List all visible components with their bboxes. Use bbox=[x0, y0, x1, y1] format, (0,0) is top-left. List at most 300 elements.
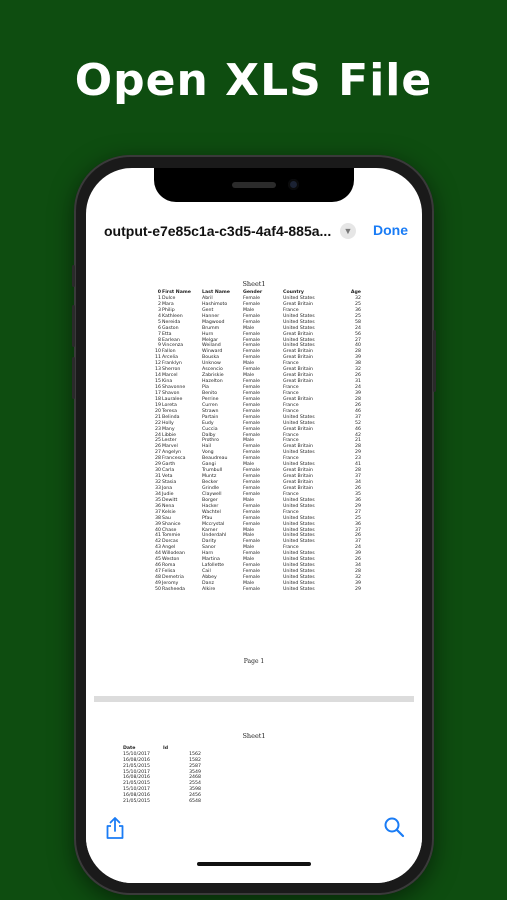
table-cell: 21/05/2015 bbox=[123, 781, 151, 787]
table-cell: 31 bbox=[155, 474, 161, 480]
table-cell: Bouska bbox=[202, 355, 220, 361]
table-cell: Great Britain bbox=[283, 367, 313, 373]
table-cell: United States bbox=[283, 497, 315, 503]
table-cell: Marcel bbox=[162, 373, 178, 379]
table-cell: 19 bbox=[155, 402, 161, 408]
table-cell: Female bbox=[243, 301, 260, 307]
table-cell: 8 bbox=[158, 337, 161, 343]
table-cell: France bbox=[283, 307, 299, 313]
chevron-down-icon[interactable]: ▼ bbox=[340, 223, 356, 239]
table-cell: Hurn bbox=[202, 331, 214, 337]
table-cell: 32 bbox=[355, 575, 361, 580]
table-cell: Marvel bbox=[162, 444, 178, 450]
table-cell: Female bbox=[243, 569, 260, 575]
table-cell: Mccrystal bbox=[202, 521, 225, 527]
document-page-1 bbox=[94, 248, 414, 696]
table-cell: Female bbox=[243, 408, 260, 414]
table-cell: United States bbox=[283, 414, 315, 420]
table-cell: 46 bbox=[355, 408, 361, 414]
table-cell: Etta bbox=[162, 331, 172, 337]
table-cell: Grindle bbox=[202, 485, 219, 491]
table-cell: 15/10/2017 bbox=[123, 751, 151, 757]
table-cell: 37 bbox=[355, 527, 361, 533]
table-cell: United States bbox=[283, 420, 315, 426]
table-cell: 40 bbox=[355, 343, 361, 349]
table-cell: Female bbox=[243, 480, 260, 485]
table-cell: 1562 bbox=[189, 751, 201, 757]
table-cell: 25 bbox=[355, 301, 361, 307]
table-cell: Vong bbox=[202, 450, 214, 456]
column-header: Country bbox=[283, 290, 304, 295]
speaker-grille bbox=[232, 182, 276, 188]
table-cell: United States bbox=[283, 337, 315, 343]
table-cell: Franklyn bbox=[162, 361, 182, 367]
table-cell: Female bbox=[243, 367, 260, 373]
table-cell: United States bbox=[283, 533, 315, 539]
navigation-bar bbox=[86, 216, 422, 246]
table-cell: 21 bbox=[355, 438, 361, 444]
table-cell: 38 bbox=[155, 515, 161, 521]
table-cell: Willodean bbox=[162, 551, 186, 557]
table-cell: Male bbox=[243, 361, 255, 367]
table-cell: 23 bbox=[155, 426, 161, 432]
table-cell: Hashimoto bbox=[202, 301, 228, 307]
table-cell: Karner bbox=[202, 527, 218, 533]
table-cell: Hail bbox=[202, 444, 212, 450]
table-cell: Angel bbox=[162, 545, 176, 551]
table-cell: Darity bbox=[202, 539, 217, 545]
table-cell: 24 bbox=[355, 545, 361, 551]
mute-switch bbox=[72, 265, 75, 287]
table-cell: 27 bbox=[155, 450, 161, 456]
table-cell: France bbox=[283, 402, 299, 408]
table-cell: Veta bbox=[162, 474, 173, 480]
table-cell: Pia bbox=[202, 385, 209, 390]
table-cell: 12 bbox=[155, 361, 161, 367]
file-title[interactable]: output-e7e85c1a-c3d5-4af4-885a... bbox=[104, 223, 332, 239]
sheet-title: Sheet1 bbox=[242, 280, 266, 288]
table-cell: United States bbox=[283, 515, 315, 521]
table-cell: United States bbox=[283, 563, 315, 569]
table-cell: Male bbox=[243, 557, 255, 563]
table-cell: Female bbox=[243, 420, 260, 426]
table-cell: Pfau bbox=[202, 515, 213, 521]
table-cell: Magwood bbox=[202, 319, 225, 325]
table-cell: Gent bbox=[202, 307, 214, 313]
table-cell: 5 bbox=[158, 319, 161, 325]
table-cell: 30 bbox=[155, 468, 161, 474]
table-cell: Hacker bbox=[202, 503, 219, 509]
table-cell: United States bbox=[283, 580, 315, 586]
table-cell: 16/08/2016 bbox=[123, 757, 151, 763]
table-cell: 14 bbox=[155, 373, 161, 379]
column-header: Last Name bbox=[202, 290, 230, 295]
table-cell: Dewitt bbox=[162, 497, 178, 503]
column-header: 0 bbox=[157, 290, 161, 295]
table-cell: Female bbox=[243, 426, 260, 432]
table-cell: Becker bbox=[202, 480, 219, 485]
table-cell: Tommie bbox=[162, 533, 181, 539]
table-cell: United States bbox=[283, 343, 315, 349]
table-cell: Male bbox=[243, 373, 255, 379]
table-cell: Libbie bbox=[162, 432, 177, 438]
table-cell: 6 bbox=[158, 325, 161, 331]
table-cell: Trumbull bbox=[202, 468, 223, 474]
table-cell: Zabriskie bbox=[202, 373, 224, 379]
table-cell: Weston bbox=[162, 557, 180, 563]
table-cell: 22 bbox=[155, 420, 161, 426]
table-cell: 31 bbox=[355, 379, 361, 385]
table-cell: France bbox=[283, 509, 299, 515]
table-cell: Garth bbox=[162, 462, 176, 468]
table-cell: Female bbox=[243, 468, 260, 474]
table-cell: Stasia bbox=[162, 480, 177, 485]
column-header: Age bbox=[350, 290, 361, 295]
table-cell: 15/10/2017 bbox=[123, 769, 151, 775]
table-cell: 16 bbox=[155, 385, 161, 390]
table-cell: Female bbox=[243, 474, 260, 480]
table-cell: Male bbox=[243, 580, 255, 586]
table-cell: Female bbox=[243, 331, 260, 337]
table-cell: 28 bbox=[155, 456, 161, 462]
table-cell: Martina bbox=[202, 557, 220, 563]
table-cell: Demetria bbox=[162, 575, 184, 580]
table-cell: Lester bbox=[162, 438, 177, 444]
table-cell: 24 bbox=[355, 325, 361, 331]
table-cell: United States bbox=[283, 586, 315, 592]
table-cell: 18 bbox=[155, 396, 161, 402]
table-cell: Female bbox=[243, 295, 260, 301]
table-cell: 35 bbox=[355, 491, 361, 497]
table-cell: Belinda bbox=[162, 414, 180, 420]
table-cell: Kina bbox=[162, 379, 173, 385]
table-cell: 36 bbox=[355, 521, 361, 527]
table-cell: Muntz bbox=[202, 474, 217, 480]
table-cell: 10 bbox=[155, 349, 161, 355]
table-cell: Holly bbox=[162, 420, 174, 426]
table-cell: Carla bbox=[162, 468, 175, 474]
table-cell: Borger bbox=[202, 497, 218, 503]
search-icon[interactable] bbox=[383, 816, 405, 838]
table-cell: Vincenza bbox=[162, 343, 184, 349]
table-cell: France bbox=[283, 361, 299, 367]
table-cell: 28 bbox=[355, 569, 361, 575]
table-cell: Loreta bbox=[162, 402, 177, 408]
table-cell: 58 bbox=[355, 319, 361, 325]
table-cell: Jona bbox=[162, 485, 173, 491]
table-cell: Female bbox=[243, 337, 260, 343]
page-number: Page 1 bbox=[243, 658, 265, 665]
table-cell: 26 bbox=[155, 444, 161, 450]
table-cell: Kelsie bbox=[162, 509, 176, 515]
table-cell: France bbox=[283, 456, 299, 462]
table-cell: Female bbox=[243, 456, 260, 462]
table-cell: 48 bbox=[155, 575, 161, 580]
table-cell: Female bbox=[243, 575, 260, 580]
table-cell: Dulce bbox=[162, 295, 176, 301]
table-cell: Female bbox=[243, 521, 260, 527]
table-cell: Male bbox=[243, 545, 255, 551]
table-cell: 15/10/2017 bbox=[123, 787, 151, 793]
table-cell: Judie bbox=[162, 491, 174, 497]
table-cell: Rasheeda bbox=[162, 586, 186, 592]
table-cell: Great Britain bbox=[283, 379, 313, 385]
table-cell: Female bbox=[243, 539, 260, 545]
table-cell: Male bbox=[243, 307, 255, 313]
table-cell: 39 bbox=[355, 580, 361, 586]
table-cell: France bbox=[283, 545, 299, 551]
document-viewer[interactable] bbox=[94, 248, 414, 808]
table-cell: Male bbox=[243, 438, 255, 444]
table-cell: Roma bbox=[162, 563, 176, 569]
table-cell: 29 bbox=[355, 586, 361, 592]
table-cell: Underdahl bbox=[202, 533, 227, 539]
table-cell: 29 bbox=[355, 503, 361, 509]
table-cell: France bbox=[283, 408, 299, 414]
table-cell: Gangi bbox=[202, 462, 216, 468]
table-cell: 21/05/2015 bbox=[123, 763, 151, 769]
table-cell: France bbox=[283, 438, 299, 444]
table-cell: Sau bbox=[162, 515, 171, 521]
table-cell: 41 bbox=[355, 462, 361, 468]
table-cell: 25 bbox=[355, 313, 361, 319]
table-cell: 34 bbox=[155, 491, 161, 497]
column-header: Id bbox=[163, 746, 169, 751]
table-cell: Brumm bbox=[202, 325, 220, 331]
column-header: Date bbox=[123, 746, 136, 751]
table-cell: 47 bbox=[155, 569, 161, 575]
table-cell: 34 bbox=[355, 563, 361, 569]
table-cell: France bbox=[283, 491, 299, 497]
table-cell: 42 bbox=[155, 539, 161, 545]
table-cell: Prothro bbox=[202, 438, 219, 444]
table-cell: 3598 bbox=[189, 787, 201, 793]
phone-screen bbox=[86, 168, 422, 883]
table-cell: Alkire bbox=[202, 586, 216, 592]
table-cell: 3 bbox=[158, 307, 161, 313]
table-cell: Great Britain bbox=[283, 355, 313, 361]
table-cell: 28 bbox=[355, 349, 361, 355]
table-cell: United States bbox=[283, 295, 315, 301]
table-cell: 39 bbox=[355, 355, 361, 361]
table-cell: Hanner bbox=[202, 313, 220, 319]
table-cell: 2554 bbox=[189, 781, 201, 787]
table-cell: France bbox=[283, 432, 299, 438]
table-cell: Female bbox=[243, 551, 260, 557]
table-cell: 27 bbox=[355, 337, 361, 343]
table-cell: 1582 bbox=[189, 757, 201, 763]
table-cell: 26 bbox=[355, 533, 361, 539]
table-cell: Eudy bbox=[202, 420, 214, 426]
table-cell: Female bbox=[243, 444, 260, 450]
table-cell: Male bbox=[243, 497, 255, 503]
table-cell: 41 bbox=[155, 533, 161, 539]
table-cell: 24 bbox=[355, 385, 361, 390]
table-cell: 26 bbox=[355, 557, 361, 563]
table-cell: United States bbox=[283, 462, 315, 468]
table-cell: Dorcas bbox=[162, 539, 179, 545]
table-cell: Claywell bbox=[202, 491, 222, 497]
table-cell: Ascencio bbox=[202, 367, 223, 373]
table-cell: Great Britain bbox=[283, 301, 313, 307]
table-cell: 2456 bbox=[189, 793, 201, 799]
table-cell: United States bbox=[283, 575, 315, 580]
table-cell: 16/08/2016 bbox=[123, 775, 151, 781]
table-cell: United States bbox=[283, 319, 315, 325]
table-cell: 34 bbox=[355, 480, 361, 485]
table-cell: 25 bbox=[155, 438, 161, 444]
table-cell: United States bbox=[283, 569, 315, 575]
table-cell: Female bbox=[243, 491, 260, 497]
table-cell: Male bbox=[243, 527, 255, 533]
table-cell: 28 bbox=[355, 468, 361, 474]
front-camera bbox=[288, 179, 299, 190]
table-cell: 56 bbox=[355, 331, 361, 337]
table-cell: Female bbox=[243, 313, 260, 319]
table-cell: Female bbox=[243, 450, 260, 456]
table-cell: Female bbox=[243, 432, 260, 438]
table-cell: 42 bbox=[355, 432, 361, 438]
bottom-toolbar bbox=[86, 808, 422, 883]
table-cell: Perrine bbox=[202, 396, 219, 402]
table-cell: 46 bbox=[355, 426, 361, 432]
table-cell: 9 bbox=[158, 343, 161, 349]
table-cell: Curren bbox=[202, 402, 218, 408]
table-cell: Melgar bbox=[202, 337, 219, 343]
table-cell: Female bbox=[243, 515, 260, 521]
table-cell: 1 bbox=[158, 295, 161, 301]
table-cell: 37 bbox=[355, 539, 361, 545]
table-cell: Partain bbox=[202, 414, 219, 420]
table-cell: Female bbox=[243, 503, 260, 509]
table-cell: 37 bbox=[355, 474, 361, 480]
table-cell: Philip bbox=[162, 307, 175, 313]
table-cell: Harn bbox=[202, 551, 214, 557]
table-cell: Beaudreau bbox=[202, 456, 228, 462]
table-cell: United States bbox=[283, 539, 315, 545]
table-cell: Cuccia bbox=[202, 426, 218, 432]
table-cell: Strawn bbox=[202, 408, 219, 414]
table-cell: Teresa bbox=[162, 408, 177, 414]
share-icon[interactable] bbox=[104, 816, 126, 840]
table-cell: 16/08/2016 bbox=[123, 793, 151, 799]
table-cell: Great Britain bbox=[283, 474, 313, 480]
table-cell: United States bbox=[283, 551, 315, 557]
table-cell: 3549 bbox=[189, 769, 201, 775]
table-cell: Danz bbox=[202, 580, 214, 586]
table-cell: Great Britain bbox=[283, 349, 313, 355]
volume-down-button bbox=[72, 357, 75, 399]
table-cell: Female bbox=[243, 355, 260, 361]
table-cell: 35 bbox=[155, 497, 161, 503]
table-cell: 6548 bbox=[189, 799, 201, 805]
table-cell: Unknow bbox=[202, 361, 221, 367]
headline: Open XLS File bbox=[74, 55, 433, 106]
table-cell: Weiland bbox=[202, 343, 221, 349]
table-cell: Male bbox=[243, 325, 255, 331]
table-cell: 2468 bbox=[189, 775, 201, 781]
table-cell: 21/05/2015 bbox=[123, 799, 151, 805]
power-button bbox=[433, 330, 436, 392]
table-cell: 49 bbox=[155, 580, 161, 586]
column-header: First Name bbox=[162, 290, 191, 295]
table-cell: Female bbox=[243, 349, 260, 355]
table-cell: Kathleen bbox=[162, 313, 183, 319]
table-cell: Sherron bbox=[162, 367, 181, 373]
table-cell: Shanice bbox=[162, 521, 181, 527]
table-cell: 28 bbox=[355, 444, 361, 450]
table-cell: 2 bbox=[158, 301, 161, 307]
table-cell: 26 bbox=[355, 485, 361, 491]
table-cell: Great Britain bbox=[283, 373, 313, 379]
table-cell: 15 bbox=[155, 379, 161, 385]
table-cell: 28 bbox=[355, 396, 361, 402]
table-cell: 40 bbox=[155, 527, 161, 533]
table-cell: Abril bbox=[202, 295, 213, 301]
table-cell: Dalby bbox=[202, 432, 216, 438]
table-cell: Male bbox=[243, 533, 255, 539]
data-table bbox=[123, 746, 243, 805]
table-cell: 39 bbox=[355, 551, 361, 557]
table-cell: 37 bbox=[155, 509, 161, 515]
table-cell: 27 bbox=[355, 509, 361, 515]
table-row bbox=[153, 587, 373, 593]
table-cell: Sanor bbox=[202, 545, 216, 551]
table-cell: Female bbox=[243, 485, 260, 491]
table-cell: 39 bbox=[355, 390, 361, 396]
table-cell: 32 bbox=[355, 295, 361, 301]
table-cell: France bbox=[283, 390, 299, 396]
table-cell: 25 bbox=[355, 515, 361, 521]
table-row bbox=[123, 799, 243, 805]
table-cell: Lafollette bbox=[202, 563, 225, 569]
volume-up-button bbox=[72, 305, 75, 347]
table-cell: United States bbox=[283, 557, 315, 563]
table-cell: 44 bbox=[155, 551, 161, 557]
done-button[interactable]: Done bbox=[373, 222, 408, 238]
table-cell: Earlean bbox=[162, 337, 180, 343]
home-indicator bbox=[197, 862, 311, 866]
table-cell: Mara bbox=[162, 301, 174, 307]
table-cell: 11 bbox=[155, 355, 161, 361]
table-cell: Female bbox=[243, 509, 260, 515]
table-cell: 37 bbox=[355, 414, 361, 420]
table-cell: Chase bbox=[162, 527, 177, 533]
table-cell: Shavonne bbox=[162, 385, 186, 390]
table-cell: United States bbox=[283, 503, 315, 509]
table-cell: Nena bbox=[162, 503, 175, 509]
table-cell: Female bbox=[243, 319, 260, 325]
notch bbox=[154, 168, 354, 202]
table-cell: Benito bbox=[202, 390, 218, 396]
table-cell: United States bbox=[283, 450, 315, 456]
table-cell: 46 bbox=[155, 563, 161, 569]
table-cell: 36 bbox=[355, 497, 361, 503]
table-cell: 32 bbox=[355, 367, 361, 373]
table-cell: 38 bbox=[355, 361, 361, 367]
table-cell: Female bbox=[243, 390, 260, 396]
table-cell: Cail bbox=[202, 569, 211, 575]
table-cell: Abbey bbox=[202, 575, 217, 580]
table-cell: 26 bbox=[355, 373, 361, 379]
table-cell: Many bbox=[162, 426, 175, 432]
table-cell: 7 bbox=[158, 331, 161, 337]
table-cell: Female bbox=[243, 563, 260, 569]
table-cell: Fallon bbox=[162, 349, 176, 355]
table-cell: 2587 bbox=[189, 763, 201, 769]
table-cell: 52 bbox=[355, 420, 361, 426]
table-cell: Jeromy bbox=[162, 580, 179, 586]
